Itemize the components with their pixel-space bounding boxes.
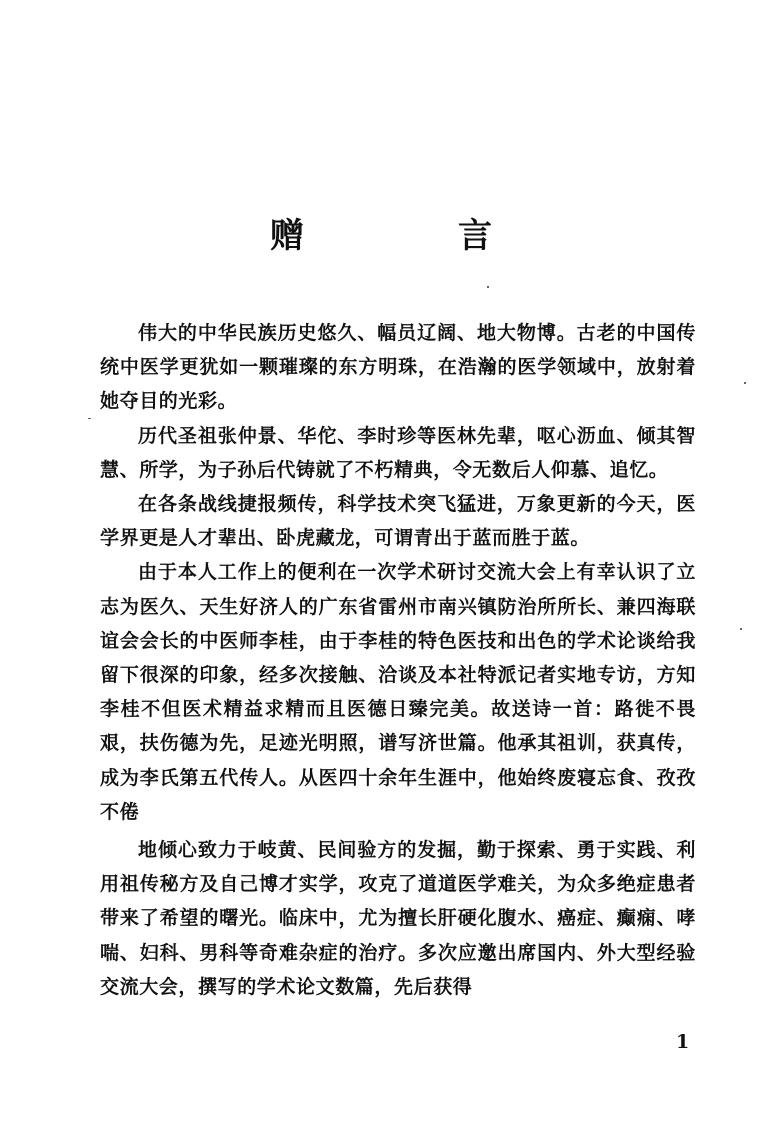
- paragraph-1: 伟大的中华民族历史悠久、幅员辽阔、地大物博。古老的中国传统中医学更犹如一颗璀璨的东方明珠，在浩瀚的医学领域中，放射着她夺目的光彩。: [100, 322, 696, 413]
- scan-speck: [487, 286, 489, 288]
- paragraph-3: 在各条战线捷报频传，科学技术突飞猛进，万象更新的今天，医学界更是人才辈出、卧虎藏龙，可谓青出于蓝而胜于蓝。: [100, 493, 696, 550]
- paragraph-2: 历代圣祖张仲景、华佗、李时珍等医林先辈，呕心沥血、倾其智慧、所学，为子孙后代铸就了不朽精典，令无数后人仰慕、追忆。: [100, 424, 696, 481]
- page-title: 赠 言: [270, 216, 552, 256]
- page-number: 1: [676, 1031, 690, 1053]
- body-text: [100, 316, 696, 1004]
- paragraph-5: 地倾心致力于岐黄、民间验方的发掘，勤于探索、勇于实践、利用祖传秘方及自己博才实学，攻克了道道医学难关，为众多绝症患者带来了希望的曙光。临床中，尤为擅长肝硬化腹水、癌症、癫痫、哮喘、妇科、男科等奇难杂症的治疗。多次应邀出席国内、外大型经验交流大会，撰写的学术论文数篇，先后获得: [100, 839, 696, 998]
- scan-speck: [744, 382, 746, 384]
- paragraph-4: 由于本人工作上的便利在一次学术研讨交流大会上有幸认识了立志为医久、天生好济人的广东省雷州市南兴镇防治所所长、兼四海联谊会会长的中医师李桂，由于李桂的特色医技和出色的学术论谈给我留下很深的印象，经多次接触、洽谈及本社特派记者实地专访，方知李桂不但医术精益求精而且医德日臻完美。故送诗一首：路徙不畏艰，扶伤德为先，足迹光明照，谱写济世篇。他承其祖训，获真传，成为李氏第五代传人。从医四十余年生涯中，他始终废寝忘食、孜孜不倦: [100, 561, 696, 823]
- scan-speck: [88, 418, 91, 419]
- scan-speck: [740, 628, 742, 630]
